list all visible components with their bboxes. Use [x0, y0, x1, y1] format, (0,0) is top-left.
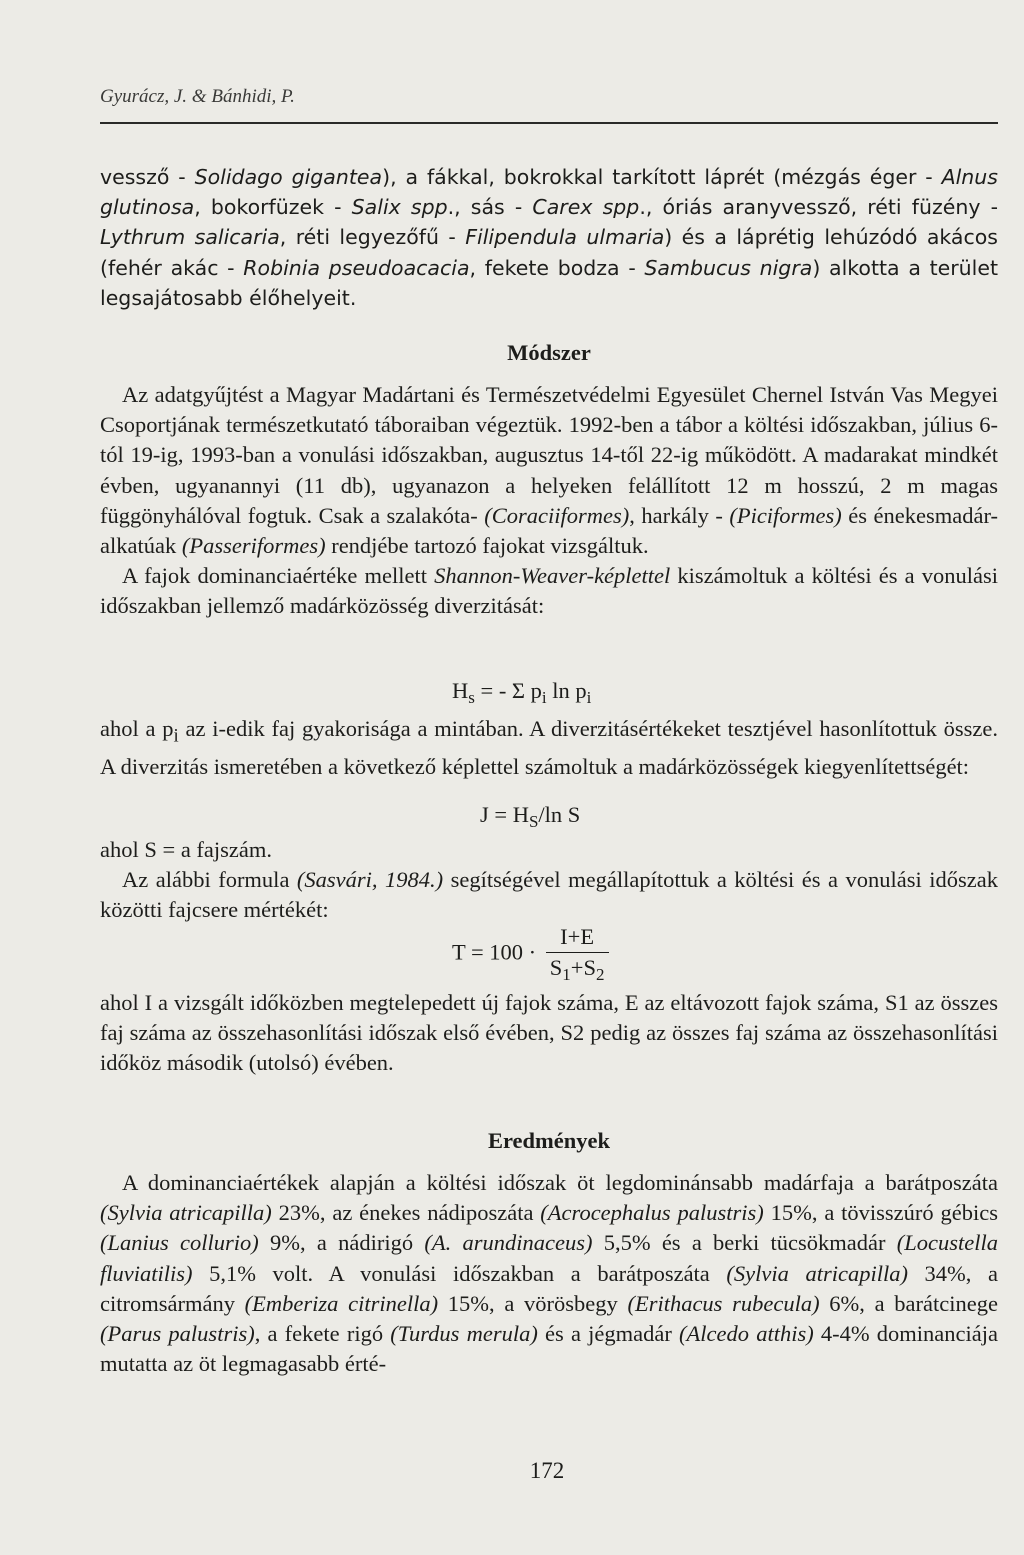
- page-number: 172: [529, 1458, 565, 1483]
- latin-name: (A. arundinaceus): [424, 1230, 593, 1256]
- latin-name: (Sasvári, 1984.): [296, 867, 444, 893]
- formula-turnover-numerator: I+E: [546, 922, 609, 953]
- formula-shannon-tail-sub: i: [586, 688, 592, 707]
- methods-paragraph-2: A fajok dominanciaértéke mellett Shannon-Weaver-képlettel kiszámoltuk a költési és a vonulási időszakban jellemző madárközösség diverzitását:: [100, 563, 998, 619]
- formula-shannon-tail: ln p: [546, 678, 587, 703]
- methods-paragraph-6: ahol I a vizsgált időközben megtelepedett új fajok száma, E az eltávozott fajok száma, S1 az összes faj száma az összehasonlítási időszak első évében, S2 pedig az összes faj száma az összehasonlítási időköz második (utolsó) évében.: [100, 990, 998, 1076]
- formula-turnover-den-s2-sub: 2: [596, 965, 605, 984]
- methods-paragraph-4: ahol S = a fajszám.: [100, 837, 273, 862]
- latin-name: (Erithacus rubecula): [627, 1290, 820, 1316]
- latin-name: Filipendula: [465, 225, 577, 250]
- running-header: Gyurácz, J. & Bánhidi, P.: [100, 86, 295, 107]
- results-heading: Eredmények: [487, 1128, 611, 1153]
- methods-section-4: [100, 988, 998, 1079]
- latin-name: (Passeriformes): [181, 533, 326, 559]
- methods-heading: Módszer: [507, 340, 591, 365]
- formula-turnover-fraction: [546, 922, 609, 983]
- formula-turnover: [452, 922, 609, 983]
- latin-name: ulmaria: [586, 225, 665, 250]
- formula-shannon-mid: = - Σ p: [474, 678, 542, 703]
- latin-name: Lythrum salicaria: [100, 225, 280, 250]
- formula-turnover-denominator: [546, 953, 609, 983]
- methods-paragraph-5: Az alábbi formula (Sasvári, 1984.) segítségével megállapítottuk a költési és a vonulási időszak közötti fajcsere mértékét:: [100, 867, 998, 923]
- latin-name: (Emberiza citrinella): [244, 1290, 439, 1316]
- methods-paragraph-3: ahol a $p_i$ az i-edik faj gyakorisága a mintában. A diverzitásértékeket tesztjével hasonlítottuk össze. A diverzitás ismeretében a következő képlettel számoltuk a madárközösségek kiegyenlítettségét:: [100, 716, 998, 779]
- latin-name: (Alcedo atthis): [679, 1321, 814, 1347]
- latin-name: (Parus palustris): [100, 1321, 255, 1347]
- formula-shannon-mid-sub: i: [541, 688, 547, 707]
- latin-name: (Locustella fluviatilis): [100, 1230, 998, 1286]
- formula-turnover-den-s1-sub: 1: [562, 965, 571, 984]
- formula-evenness-tail: /ln S: [538, 802, 581, 827]
- latin-name: Shannon-Weaver-képlettel: [434, 563, 671, 589]
- methods-section-2: [100, 714, 998, 782]
- latin-name: (Turdus merula): [390, 1321, 538, 1347]
- latin-name: Solidago gigantea: [194, 165, 383, 189]
- formula-turnover-lhs: T = 100 ·: [452, 939, 537, 965]
- intro-text: vessző - Solidago gigantea), a fákkal, bokrokkal tarkított láprét (mézgás éger - Alnus glutinosa, bokorfüzek - Salix spp., sás - Carex spp., óriás aranyvessző, réti füzény - Lythrum salicaria, réti legyezőfű - Filipendula ulmaria) és a láprétig lehúzódó akácos (fehér akác - Robinia pseudoacacia, fekete bodza - Sambucus nigra) alkotta a terület legsajátosabb élőhelyeit.: [100, 165, 999, 310]
- formula-turnover-den-s2: +S: [570, 955, 596, 980]
- intro-paragraph: [100, 162, 998, 313]
- formula-shannon-lhs-sub: s: [468, 688, 475, 707]
- formula-turnover-den-s1: S: [549, 955, 563, 980]
- latin-name: (Acrocephalus palustris): [540, 1200, 764, 1226]
- formula-shannon: [452, 678, 592, 707]
- latin-name: (Sylvia atricapilla): [726, 1260, 908, 1286]
- header-rule: [100, 122, 998, 124]
- methods-section-3: [100, 835, 998, 926]
- latin-name: Carex spp: [532, 195, 640, 220]
- latin-name: Robinia pseudoacacia: [243, 255, 470, 280]
- latin-name: (Sylvia atricapilla): [100, 1200, 272, 1226]
- subscript: i: [173, 725, 179, 747]
- latin-name: (Coraciiformes): [484, 502, 630, 528]
- formula-shannon-lhs: H: [452, 678, 469, 703]
- formula-evenness-lhs: J = H: [480, 802, 529, 827]
- latin-name: Salix spp: [351, 195, 448, 220]
- methods-section: [100, 380, 998, 622]
- latin-name: (Lanius collurio): [100, 1230, 259, 1256]
- latin-name: (Piciformes): [729, 502, 842, 528]
- methods-paragraph-1: Az adatgyűjtést a Magyar Madártani és Természetvédelmi Egyesület Chernel István Vas Megyei Csoportjának természetkutató táboraiban végeztük. 1992-ben a tábor a költési időszakban, július 6-tól 19-ig, 1993-ban a vonulási időszakban, augusztus 14-től 22-ig működött. A madarakat mindkét évben, ugyanannyi (11 db), ugyanazon a helyeken felállított 12 m hosszú, 2 m magas függönyhálóval fogtuk. Csak a szalakóta- (Coraciiformes), harkály - (Piciformes) és énekesmadár-alkatúak (Passeriformes) rendjébe tartozó fajokat vizsgáltuk.: [100, 382, 999, 559]
- results-paragraph-1: A dominanciaértékek alapján a költési időszak öt legdominánsabb madárfaja a barátposzáta (Sylvia atricapilla) 23%, az énekes nádiposzáta (Acrocephalus palustris) 15%, a tövisszúró gébics (Lanius collurio) 9%, a nádirigó (A. arundinaceus) 5,5% és a berki tücsökmadár (Locustella fluviatilis) 5,1% volt. A vonulási időszakban a barátposzáta (Sylvia atricapilla) 34%, a citromsármány (Emberiza citrinella) 15%, a vörösbegy (Erithacus rubecula) 6%, a barátcinege (Parus palustris), a fekete rigó (Turdus merula) és a jégmadár (Alcedo atthis) 4-4% dominanciája mutatta az öt legmagasabb érté-: [100, 1170, 999, 1377]
- formula-evenness: [480, 802, 581, 831]
- latin-name: Alnus glutinosa: [100, 165, 998, 220]
- formula-evenness-sub: S: [528, 812, 539, 831]
- results-section: [100, 1168, 998, 1379]
- latin-name: Sambucus nigra: [644, 255, 813, 280]
